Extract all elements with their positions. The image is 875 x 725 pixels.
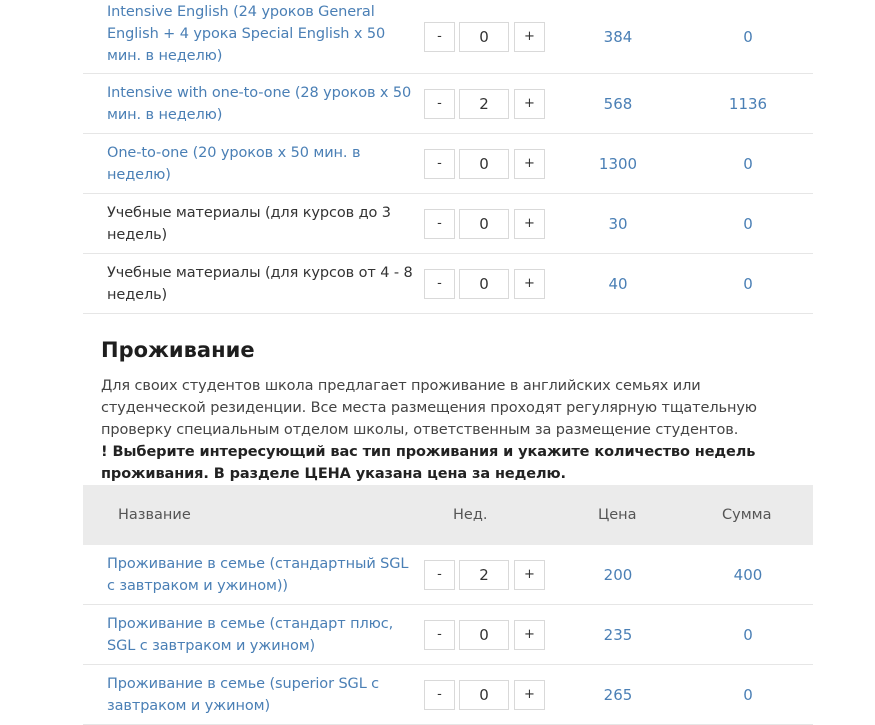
quantity-stepper xyxy=(424,269,545,299)
accommodation-description xyxy=(101,375,801,485)
increment-button[interactable]: + xyxy=(514,149,545,179)
course-name: Учебные материалы (для курсов до 3 недель) xyxy=(107,204,391,243)
decrement-button[interactable]: - xyxy=(424,89,455,119)
sum-value: 1136 xyxy=(728,94,768,113)
table-row xyxy=(83,74,813,134)
quantity-input[interactable] xyxy=(459,680,509,710)
price-value: 1300 xyxy=(598,154,638,173)
table-row xyxy=(83,545,813,605)
price-value: 568 xyxy=(603,94,633,113)
course-name: Учебные материалы (для курсов от 4 - 8 недель) xyxy=(107,264,413,303)
price-value: 235 xyxy=(603,625,633,644)
course-name-link[interactable]: One-to-one (20 уроков x 50 мин. в неделю) xyxy=(107,144,361,183)
sum-value: 0 xyxy=(743,27,753,46)
decrement-button[interactable]: - xyxy=(424,560,455,590)
quantity-stepper xyxy=(424,22,545,52)
table-row xyxy=(83,0,813,74)
quantity-input[interactable] xyxy=(459,560,509,590)
decrement-button[interactable]: - xyxy=(424,149,455,179)
accommodation-name-link[interactable]: Проживание в семье (superior SGL с завтраком и ужином) xyxy=(107,675,380,714)
notice-text: ! Выберите интересующий вас тип проживания и укажите количество недель проживания. В разделе ЦЕНА указана цена за неделю. xyxy=(101,444,756,482)
increment-button[interactable]: + xyxy=(514,560,545,590)
sum-value: 400 xyxy=(733,565,763,584)
table-row xyxy=(83,605,813,665)
column-header-weeks: Нед. xyxy=(453,507,488,523)
price-value: 30 xyxy=(608,214,628,233)
quantity-input[interactable] xyxy=(459,269,509,299)
quantity-input[interactable] xyxy=(459,22,509,52)
decrement-button[interactable]: - xyxy=(424,680,455,710)
decrement-button[interactable]: - xyxy=(424,620,455,650)
column-header-sum: Сумма xyxy=(722,507,772,523)
accommodation-table-header xyxy=(83,485,813,545)
quantity-stepper xyxy=(424,149,545,179)
decrement-button[interactable]: - xyxy=(424,22,455,52)
quantity-input[interactable] xyxy=(459,89,509,119)
sum-value: 0 xyxy=(743,214,753,233)
decrement-button[interactable]: - xyxy=(424,209,455,239)
decrement-button[interactable]: - xyxy=(424,269,455,299)
price-value: 384 xyxy=(603,27,633,46)
price-value: 265 xyxy=(603,685,633,704)
price-value: 200 xyxy=(603,565,633,584)
accommodation-name-link[interactable]: Проживание в семье (стандарт плюс, SGL с завтраком и ужином) xyxy=(107,615,394,654)
table-row xyxy=(83,254,813,314)
increment-button[interactable]: + xyxy=(514,209,545,239)
accommodation-title: Проживание xyxy=(101,338,255,362)
quantity-input[interactable] xyxy=(459,620,509,650)
sum-value: 0 xyxy=(743,625,753,644)
table-row xyxy=(83,134,813,194)
quantity-stepper xyxy=(424,209,545,239)
sum-value: 0 xyxy=(743,685,753,704)
course-name-link[interactable]: Intensive with one-to-one (28 уроков x 50 мин. в неделю) xyxy=(107,84,412,123)
courses-table xyxy=(83,0,813,314)
price-value: 40 xyxy=(608,274,628,293)
increment-button[interactable]: + xyxy=(514,620,545,650)
accommodation-name-link[interactable]: Проживание в семье (стандартный SGL с завтраком и ужином)) xyxy=(107,555,409,594)
description-text: Для своих студентов школа предлагает проживание в английских семьях или студенческой резиденции. Все места размещения проходят регулярную тщательную проверку специальным отделом школы, ответственным за размещение студентов. xyxy=(101,378,757,438)
increment-button[interactable]: + xyxy=(514,269,545,299)
column-header-price: Цена xyxy=(598,507,637,523)
quantity-input[interactable] xyxy=(459,149,509,179)
quantity-stepper xyxy=(424,680,545,710)
sum-value: 0 xyxy=(743,154,753,173)
increment-button[interactable]: + xyxy=(514,89,545,119)
table-row xyxy=(83,665,813,725)
increment-button[interactable]: + xyxy=(514,22,545,52)
quantity-stepper xyxy=(424,89,545,119)
course-name-link[interactable]: Intensive English (24 уроков General English + 4 урока Special English x 50 мин. в неделю) xyxy=(107,3,386,64)
column-header-name: Название xyxy=(118,507,191,523)
accommodation-table xyxy=(83,545,813,725)
table-row xyxy=(83,194,813,254)
quantity-stepper xyxy=(424,560,545,590)
increment-button[interactable]: + xyxy=(514,680,545,710)
quantity-stepper xyxy=(424,620,545,650)
sum-value: 0 xyxy=(743,274,753,293)
quantity-input[interactable] xyxy=(459,209,509,239)
